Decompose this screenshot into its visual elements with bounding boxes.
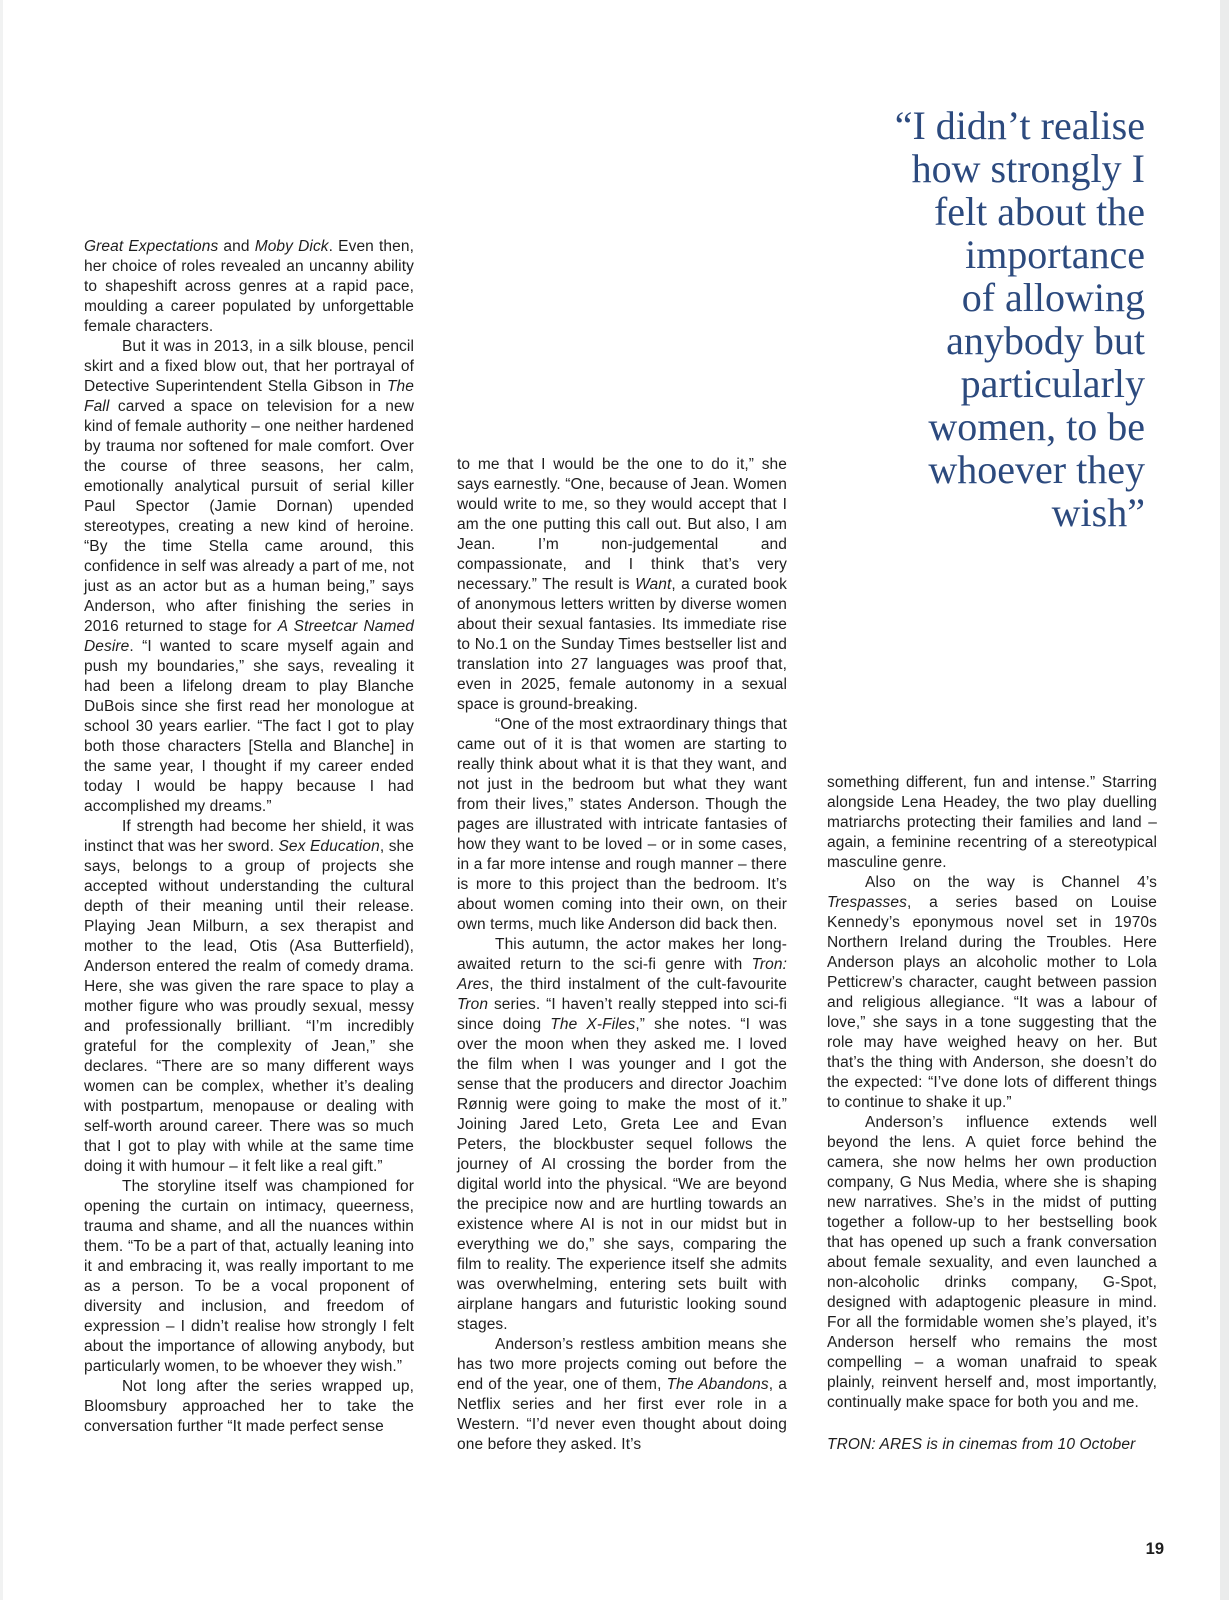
- pull-quote-line: importance: [965, 232, 1145, 277]
- credit-line: TRON: ARES is in cinemas from 10 October: [827, 1436, 1136, 1453]
- pull-quote-line: particularly: [960, 361, 1145, 406]
- pull-quote-line: whoever they: [928, 447, 1145, 492]
- column-3-text: [827, 773, 1157, 1413]
- paragraph: to me that I would be the one to do it,” she says earnestly. “One, because of Jean. Women would write to me, so they would accept that I am the one putting this call out. But also, I am Jean. I’m non-judgemental and compassionate, and I think that’s very necessary.” The result is Want, a curated book of anonymous letters written by diverse women about their sexual fantasies. Its immediate rise to No.1 on the Sunday Times bestseller list and translation into 27 languages was proof that, even in 2025, female autonomy in a sexual space is ground-breaking.: [457, 456, 788, 713]
- paragraph: “One of the most extraordinary things that came out of it is that women are starting to really think about what it is that they want, and not just in the bedroom but what they want from their lives,” states Anderson. Though the pages are illustrated with intricate fantasies of how they want to be loved – or in some cases, in a far more intense and rough manner – there is more to this project than the bedroom. It’s about women coming into their own, on their own terms, much like Anderson did back then.: [457, 716, 787, 933]
- pull-quote-line: anybody but: [946, 318, 1145, 363]
- paragraph: The storyline itself was championed for opening the curtain on intimacy, queerness, trauma and shame, and all the nuances within them. “To be a part of that, actually leaning into it and embracing it, was really important to me as a person. To be a vocal proponent of diversity and inclusion, and freedom of expression – I didn’t realise how strongly I felt about the importance of allowing anybody, but particularly women, to be whoever they wish.”: [84, 1178, 414, 1375]
- paragraph: This autumn, the actor makes her long-awaited return to the sci-fi genre with Tron: Ares, the third instalment of the cult-favourite Tron series. “I haven’t really stepped into sci-fi since doing The X-Files,” she notes. “I was over the moon when they asked me. I loved the film when I was younger and I got the sense that the producers and director Joachim Rønnig were going to make the most of it.” Joining Jared Leto, Greta Lee and Evan Peters, the blockbuster sequel follows the journey of AI crossing the border from the digital world into the physical. “We are beyond the precipice now and are hurtling towards an existence where AI is not in our midst but in everything we do,” she says, comparing the film to reality. The experience itself she admits was overwhelming, entering sets built with airplane hangars and futuristic looking sound stages.: [457, 936, 787, 1333]
- pull-quote-line: women, to be: [928, 404, 1145, 449]
- column-1-text: [84, 237, 414, 1437]
- paragraph: something different, fun and intense.” Starring alongside Lena Headey, the two play duelling matriarchs protecting their families and land – again, a feminine recentring of a stereotypical masculine genre.: [827, 774, 1157, 871]
- page-edge-left: [0, 0, 3, 1600]
- pull-quote-line: felt about the: [933, 189, 1145, 234]
- page-edge-right: [1220, 0, 1229, 1600]
- paragraph: Anderson’s restless ambition means she has two more projects coming out before the end of the year, one of them, The Abandons, a Netflix series and her first ever role in a Western. “I’d never even thought about doing one before they asked. It’s: [457, 1336, 788, 1453]
- paragraph: If strength had become her shield, it was instinct that was her sword. Sex Education, she says, belongs to a group of projects she accepted without understanding the cultural depth of their meaning until their release. Playing Jean Milburn, a sex therapist and mother to the lead, Otis (Asa Butterfield), Anderson entered the realm of comedy drama. Here, she was given the rare space to play a mother figure who was proudly sexual, messy and professionally brilliant. “I’m incredibly grateful for the complexity of Jean,” she declares. “There are so many different ways women can be complex, whether it’s dealing with postpartum, menopause or dealing with self-worth around career. There was so much that I got to play with while at the same time doing it with humour – it felt like a real gift.”: [84, 818, 414, 1175]
- column-3: [827, 773, 1157, 1455]
- column-2-text: [457, 455, 787, 1455]
- column-1: [84, 237, 414, 1437]
- pull-quote-line: how strongly I: [911, 146, 1145, 191]
- paragraph: Also on the way is Channel 4’s Trespasses, a series based on Louise Kennedy’s eponymous novel set in 1970s Northern Ireland during the Troubles. Here Anderson plays an alcoholic mother to Lola Petticrew’s character, caught between passion and religious allegiance. “It was a labour of love,” she says in a tone suggesting that the role may have weighed heavy on her. But that’s the thing with Anderson, she doesn’t do the expected: “I’ve done lots of different things to continue to shake it up.”: [827, 874, 1157, 1111]
- paragraph: Great Expectations and Moby Dick. Even then, her choice of roles revealed an uncanny ability to shapeshift across genres at a rapid pace, moulding a career populated by unforgettable female characters.: [84, 238, 414, 335]
- pull-quote-line: “I didn’t realise: [894, 103, 1145, 148]
- column-2: [457, 455, 787, 1455]
- paragraph: Anderson’s influence extends well beyond the lens. A quiet force behind the camera, she now helms her own production company, G Nus Media, where she is shaping new narratives. She’s in the midst of putting together a follow-up to her bestselling book that has opened up such a frank conversation about female sexuality, and even launched a non-alcoholic drinks company, G-Spot, designed with adaptogenic pleasure in mind. For all the formidable women she’s played, it’s Anderson herself who remains the most compelling – a woman unafraid to speak plainly, reinvent herself and, most importantly, continually make space for both you and me.: [827, 1114, 1157, 1411]
- pull-quote-line: of allowing: [961, 275, 1145, 320]
- paragraph: But it was in 2013, in a silk blouse, pencil skirt and a fixed blow out, that her portrayal of Detective Superintendent Stella Gibson in The Fall carved a space on television for a new kind of female authority – one neither hardened by trauma nor softened for male comfort. Over the course of three seasons, her calm, emotionally analytical pursuit of serial killer Paul Spector (Jamie Dornan) upended stereotypes, creating a new kind of heroine. “By the time Stella came around, this confidence in self was already a part of me, not just as an actor but as a human being,” says Anderson, who after finishing the series in 2016 returned to stage for A Streetcar Named Desire. “I wanted to scare myself again and push my boundaries,” she says, revealing it had been a lifelong dream to play Blanche DuBois since she first read her monologue at school 30 years earlier. “The fact I got to play both those characters [Stella and Blanche] in the same year, I thought if my career ended today I would be happy because I had accomplished my dreams.”: [84, 338, 414, 815]
- pull-quote-line: wish”: [1051, 490, 1145, 535]
- paragraph: Not long after the series wrapped up, Bloomsbury approached her to take the conversation further “It made perfect sense: [84, 1378, 414, 1435]
- page-number: 19: [1145, 1540, 1164, 1558]
